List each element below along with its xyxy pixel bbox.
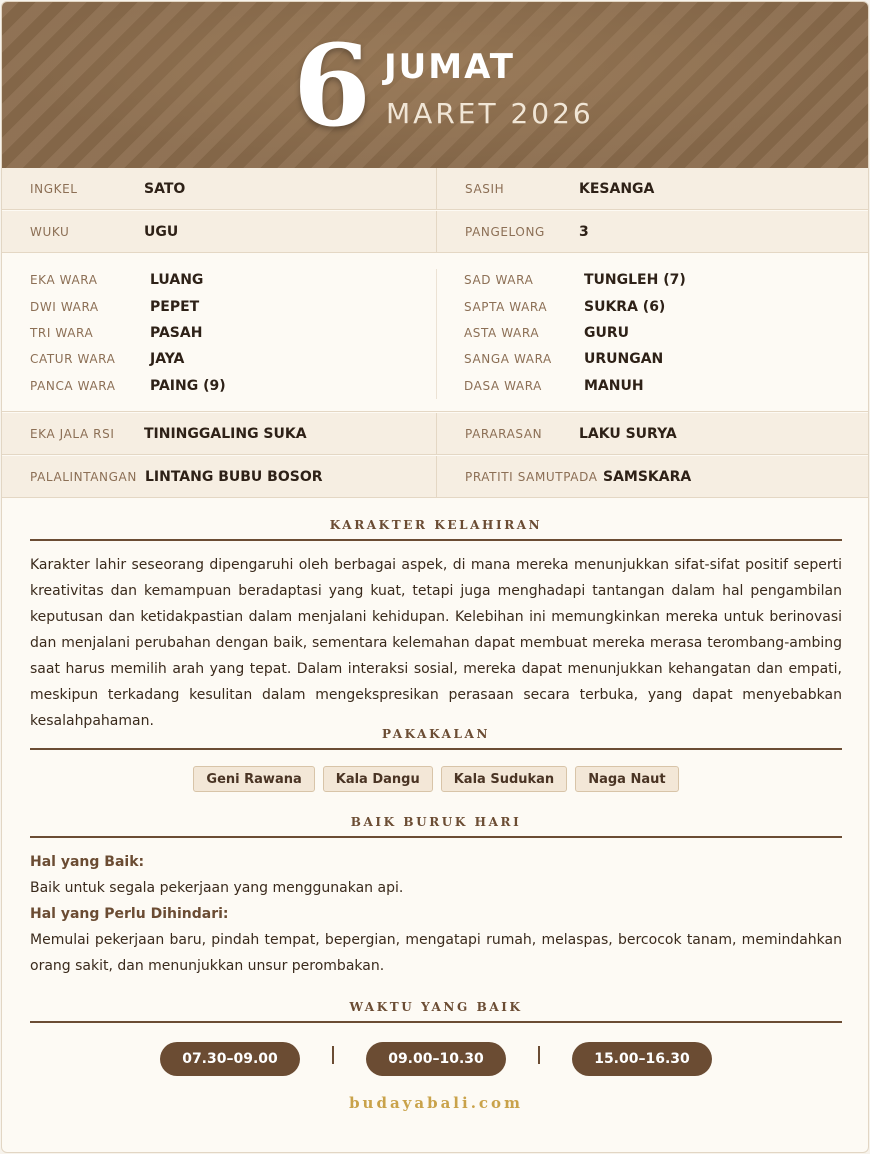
info-cell-wuku	[2, 211, 436, 253]
info-row-wuku-pangelong	[2, 211, 869, 253]
info-value: SAMSKARA	[603, 469, 692, 485]
info-label: PRATITI SAMUTPADA	[465, 470, 598, 484]
avoid-text: Memulai pekerjaan baru, pindah tempat, bepergian, mengatapi rumah, melaspas, bercocok tanam, memindahkan orang sakit, dan menunjukkan unsur perombakan.	[30, 932, 842, 974]
wara-value: PEPET	[150, 298, 200, 315]
wara-label: DWI WARA	[30, 299, 99, 314]
wara-value: SUKRA (6)	[584, 298, 666, 315]
info-cell-pratiti-samutpada	[436, 456, 869, 498]
pakakalan-tag: Geni Rawana	[193, 766, 314, 792]
info-label: EKA JALA RSI	[30, 427, 115, 441]
info-value: 3	[579, 224, 589, 240]
wara-value: TUNGLEH (7)	[584, 272, 686, 289]
wara-label: SAPTA WARA	[464, 299, 548, 314]
wara-label: CATUR WARA	[30, 352, 116, 367]
time-separator	[538, 1046, 540, 1064]
info-label: PARARASAN	[465, 427, 543, 441]
info-cell-ingkel	[2, 168, 436, 210]
wara-column-left	[30, 267, 450, 399]
info-row-palalintangan-pratiti	[2, 456, 869, 498]
info-cell-pararasan	[436, 413, 869, 455]
info-cell-palalintangan	[2, 456, 436, 498]
info-cell-eka-jala-rsi	[2, 413, 436, 455]
info-value: LAKU SURYA	[579, 426, 677, 442]
wara-item	[30, 267, 450, 293]
wara-value: JAYA	[150, 351, 185, 368]
avoid-heading: Hal yang Perlu Dihindari:	[30, 906, 229, 922]
wara-item	[30, 373, 450, 399]
time-pill: 07.30–09.00	[160, 1042, 300, 1076]
pakakalan-tag: Kala Sudukan	[441, 766, 567, 792]
good-heading: Hal yang Baik:	[30, 854, 145, 870]
pakakalan-tag: Naga Naut	[575, 766, 678, 792]
wara-item	[464, 320, 869, 346]
wara-item	[30, 346, 450, 372]
wara-label: ASTA WARA	[464, 325, 540, 340]
wara-label: EKA WARA	[30, 273, 98, 288]
wara-table	[2, 255, 869, 412]
good-times	[2, 1042, 869, 1076]
wara-value: MANUH	[584, 377, 644, 394]
wara-item	[464, 293, 869, 319]
wara-value: PASAH	[150, 324, 203, 341]
info-value: TININGGALING SUKA	[144, 426, 307, 442]
date-header	[2, 2, 869, 168]
section-title-baik-buruk: BAIK BURUK HARI	[30, 812, 842, 838]
info-value: LINTANG BUBU BOSOR	[145, 469, 323, 485]
info-value: UGU	[144, 224, 179, 240]
day-number: 6	[293, 21, 371, 152]
karakter-paragraph: Karakter lahir seseorang dipengaruhi oleh berbagai aspek, di mana mereka menunjukkan sifat-sifat positif seperti kreativitas dan kemampuan beradaptasi yang kuat, tetapi juga menghadapi tantangan dalam hal pengambilan keputusan dan ketidakpastian dalam menjalani kehidupan. Kelebihan ini memungkinkan mereka untuk berinovasi dan menjalani perubahan dengan baik, sementara kelemahan dapat membuat mereka merasa terombang-ambing saat harus memilih arah yang tepat. Dalam interaksi sosial, mereka dapat menunjukkan kehangatan dan empati, meskipun terkadang kesulitan dalam mengekspresikan perasaan secara terbuka, yang dapat menyebabkan kesalahpahaman.	[30, 557, 842, 729]
wara-label: PANCA WARA	[30, 378, 116, 393]
wara-label: DASA WARA	[464, 378, 542, 393]
section-title-karakter: KARAKTER KELAHIRAN	[30, 515, 842, 541]
day-name: JUMAT	[384, 47, 515, 87]
wara-item	[464, 346, 869, 372]
wara-value: LUANG	[150, 272, 204, 289]
pakakalan-tags	[2, 766, 869, 792]
site-footer: budayabali.com	[349, 1094, 523, 1112]
info-label: WUKU	[30, 225, 70, 239]
info-value: SATO	[144, 181, 186, 197]
calendar-card	[1, 1, 869, 1153]
time-pill: 15.00–16.30	[572, 1042, 712, 1076]
info-label: SASIH	[465, 182, 505, 196]
wara-label: SAD WARA	[464, 273, 534, 288]
wara-value: GURU	[584, 324, 630, 341]
info-cell-sasih	[436, 168, 869, 210]
info-value: KESANGA	[579, 181, 655, 197]
info-cell-pangelong	[436, 211, 869, 253]
wara-item	[464, 267, 869, 293]
section-title-pakakalan: PAKAKALAN	[30, 724, 842, 750]
info-label: INGKEL	[30, 182, 78, 196]
time-separator	[332, 1046, 334, 1064]
section-title-waktu: WAKTU YANG BAIK	[30, 997, 842, 1023]
month-year: MARET 2026	[386, 97, 594, 130]
time-pill: 09.00–10.30	[366, 1042, 506, 1076]
wara-divider	[436, 269, 437, 399]
wara-item	[30, 320, 450, 346]
info-row-ingkel-sasih	[2, 168, 869, 210]
wara-value: PAING (9)	[150, 377, 226, 394]
pakakalan-tag: Kala Dangu	[323, 766, 433, 792]
wara-item	[30, 293, 450, 319]
wara-value: URUNGAN	[584, 351, 664, 368]
wara-item	[464, 373, 869, 399]
wara-label: TRI WARA	[30, 325, 94, 340]
info-label: PALALINTANGAN	[30, 470, 137, 484]
wara-label: SANGA WARA	[464, 352, 552, 367]
info-label: PANGELONG	[465, 225, 545, 239]
wara-column-right	[464, 267, 869, 399]
good-text: Baik untuk segala pekerjaan yang menggunakan api.	[30, 880, 404, 896]
info-row-ekajala-pararasan	[2, 413, 869, 455]
